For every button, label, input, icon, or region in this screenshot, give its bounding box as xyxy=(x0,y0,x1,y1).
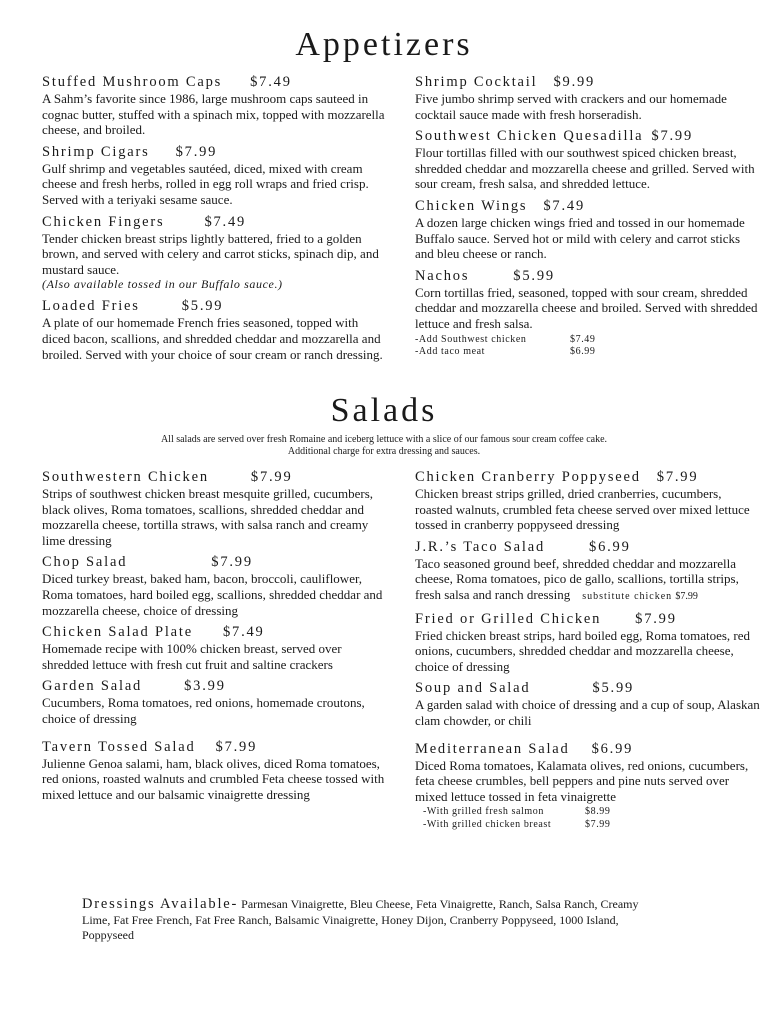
dressings-title: Dressings Available- xyxy=(82,896,239,912)
item-name: Southwest Chicken Quesadilla xyxy=(415,128,644,145)
item-description: Flour tortillas filled with our southwest spiced chicken breast, shredded cheddar and mozzarella cheese and grilled. Served with sour cream, fresh salsa, and shredded lettuce. xyxy=(415,145,755,192)
menu-item xyxy=(42,214,387,293)
item-price: $7.99 xyxy=(211,554,253,571)
item-description: A Sahm’s favorite since 1986, large mushroom caps sauteed in cognac butter, stuffed with a spinach mix, topped with mozzarella cheese, and broiled. xyxy=(42,91,385,138)
item-description: Chicken breast strips grilled, dried cranberries, cucumbers, roasted walnuts, crumbled feta cheese served over mixed lettuce tossed in cranberry poppyseed dressing xyxy=(415,486,750,533)
item-price: $7.99 xyxy=(651,128,694,145)
item-name: Stuffed Mushroom Caps xyxy=(42,74,223,90)
item-price: $5.99 xyxy=(592,680,635,697)
item-price: $3.99 xyxy=(184,678,226,695)
item-description: Cucumbers, Roma tomatoes, red onions, homemade croutons, choice of dressing xyxy=(42,695,365,726)
addon-price: $8.99 xyxy=(585,806,611,818)
menu-item xyxy=(415,128,760,192)
item-price: $6.99 xyxy=(591,740,634,757)
salads-note-line-1: All salads are served over fresh Romaine and iceberg lettuce with a slice of our famous sour cream coffee cake. xyxy=(160,434,608,445)
item-price: $7.49 xyxy=(543,197,585,214)
item-name: Shrimp Cocktail xyxy=(415,74,538,90)
item-price: $7.99 xyxy=(250,469,293,485)
item-name: Tavern Tossed Salad xyxy=(42,738,196,755)
menu-item xyxy=(42,554,387,618)
item-price: $7.99 xyxy=(175,143,218,160)
item-description: A plate of our homemade French fries seasoned, topped with diced bacon, scallions, and shredded cheddar and mozzarella and broiled. Served with your choice of sour cream or ranch dressing. xyxy=(42,315,383,362)
item-name: Mediterranean Salad xyxy=(415,740,570,757)
item-name: Nachos xyxy=(415,267,470,284)
item-price: $7.99 xyxy=(635,610,677,627)
item-name: Chicken Salad Plate xyxy=(42,624,193,641)
menu-item xyxy=(42,144,387,208)
item-name: Loaded Fries xyxy=(42,298,140,315)
menu-item xyxy=(415,198,760,262)
substitute-price: $7.99 xyxy=(675,590,698,602)
salads-right-column xyxy=(415,469,760,837)
appetizers-right-column xyxy=(415,74,760,365)
addon-row xyxy=(423,806,760,819)
item-description: Julienne Genoa salami, ham, black olives, diced Roma tomatoes, red onions, roasted walnuts and crumbled Feta cheese tossed with mixed lettuce and our balsamic vinaigrette dressing xyxy=(42,755,385,802)
item-description: Tender chicken breast strips lightly battered, fried to a golden brown, and served with celery and carrot sticks, spinach dip, and mustard sauce. xyxy=(42,230,379,277)
addon-label: -Add Southwest chicken xyxy=(415,333,527,345)
addon-label: -With grilled chicken breast xyxy=(423,818,552,830)
menu-item xyxy=(415,268,760,359)
item-note: (Also available tossed in our Buffalo sauce.) xyxy=(42,277,283,292)
menu-item xyxy=(42,298,387,362)
menu-item xyxy=(42,624,387,672)
item-price: $7.49 xyxy=(204,213,247,230)
item-price: $5.99 xyxy=(513,267,555,284)
item-addons xyxy=(415,334,760,359)
addon-row xyxy=(423,819,760,832)
item-description: Five jumbo shrimp served with crackers and our homemade cocktail sauce made with fresh horseradish. xyxy=(415,91,727,122)
item-name: Fried or Grilled Chicken xyxy=(415,610,602,627)
item-price: $7.99 xyxy=(656,469,699,485)
salads-heading: Salads xyxy=(330,392,438,429)
menu-item xyxy=(42,678,387,726)
item-name: Southwestern Chicken xyxy=(42,469,209,485)
item-description: A garden salad with choice of dressing and a cup of soup, Alaskan clam chowder, or chili xyxy=(415,697,760,728)
item-name: Chop Salad xyxy=(42,554,128,571)
menu-item xyxy=(42,74,387,138)
dressings-available xyxy=(82,897,642,944)
appetizers-left-column xyxy=(42,74,387,368)
item-description: Homemade recipe with 100% chicken breast, served over shredded lettuce with fresh cut fruit and saltine crackers xyxy=(42,641,342,672)
dressings-list: Parmesan Vinaigrette, Bleu Cheese, Feta Vinaigrette, Ranch, Salsa Ranch, Creamy Lime, Fat Free French, Fat Free Ranch, Balsamic Vinaigrette, Honey Dijon, Cranberry Poppyseed, 1000 Island, Poppyseed xyxy=(82,897,639,942)
item-price: $7.49 xyxy=(250,74,292,90)
menu-item xyxy=(42,739,387,803)
addon-price: $7.49 xyxy=(570,333,596,345)
item-description: Gulf shrimp and vegetables sautéed, diced, mixed with cream cheese and fresh herbs, rolled in egg roll wraps and fried crisp. Served with a teriyaki sesame sauce. xyxy=(42,160,369,207)
addon-label: -With grilled fresh salmon xyxy=(423,806,545,818)
item-price: $6.99 xyxy=(589,538,631,555)
menu-item xyxy=(415,611,760,675)
item-description: Corn tortillas fried, seasoned, topped with sour cream, shredded cheddar and mozzarella cheese and broiled. Served with shredded lettuce and fresh salsa. xyxy=(415,284,758,331)
item-description: A dozen large chicken wings fried and tossed in our homemade Buffalo sauce. Served hot or mild with celery and carrot sticks and bleu cheese or ranch. xyxy=(415,214,745,262)
item-name: Shrimp Cigars xyxy=(42,143,150,160)
item-name: J.R.’s Taco Salad xyxy=(415,538,546,555)
addon-price: $6.99 xyxy=(570,346,596,358)
item-name: Garden Salad xyxy=(42,678,143,695)
addon-row xyxy=(415,346,760,359)
item-name: Soup and Salad xyxy=(415,680,531,697)
item-addons xyxy=(423,806,760,831)
addon-row xyxy=(415,334,760,347)
item-price: $7.99 xyxy=(215,738,258,755)
salads-left-column xyxy=(42,469,387,808)
addon-label: -Add taco meat xyxy=(415,346,486,358)
item-name: Chicken Cranberry Poppyseed xyxy=(415,469,641,485)
item-description: Diced Roma tomatoes, Kalamata olives, red onions, cucumbers, feta cheese crumbles, bell peppers and pine nuts served over mixed lettuce tossed in feta vinaigrette xyxy=(415,757,749,804)
item-price: $5.99 xyxy=(181,298,224,315)
menu-item xyxy=(415,74,760,122)
item-description: Strips of southwest chicken breast mesquite grilled, cucumbers, black olives, Roma tomatoes, scallions, shredded cheddar and mozzarella cheese, tortilla straws, with salsa ranch and creamy lime dressing xyxy=(42,486,374,548)
item-description-text: Taco seasoned ground beef, shredded cheddar and mozzarella cheese, Roma tomatoes, pico de gallo, scallions, tortilla strips, fresh salsa and ranch dressing xyxy=(415,555,739,602)
menu-item xyxy=(415,539,760,605)
item-description: Fried chicken breast strips, hard boiled egg, Roma tomatoes, red onions, cucumbers, shredded cheddar and mozzarella cheese, choice of dressing xyxy=(415,627,751,674)
item-description: Diced turkey breast, baked ham, bacon, broccoli, cauliflower, Roma tomatoes, hard boiled egg, scallions, shredded cheddar and mozzarella cheese, choice of dressing xyxy=(42,571,383,618)
menu-item xyxy=(415,680,760,728)
addon-price: $7.99 xyxy=(585,818,611,830)
menu-item xyxy=(415,741,760,832)
menu-item xyxy=(415,469,760,533)
item-price: $9.99 xyxy=(553,74,596,90)
substitute-label: substitute chicken xyxy=(582,590,673,602)
salads-note-line-2: Additional charge for extra dressing and sauces. xyxy=(287,446,481,457)
item-description xyxy=(415,556,760,605)
item-name: Chicken Wings xyxy=(415,197,528,214)
appetizers-heading: Appetizers xyxy=(295,26,473,63)
menu-item xyxy=(42,469,387,548)
item-name: Chicken Fingers xyxy=(42,213,165,230)
item-price: $7.49 xyxy=(222,624,265,641)
